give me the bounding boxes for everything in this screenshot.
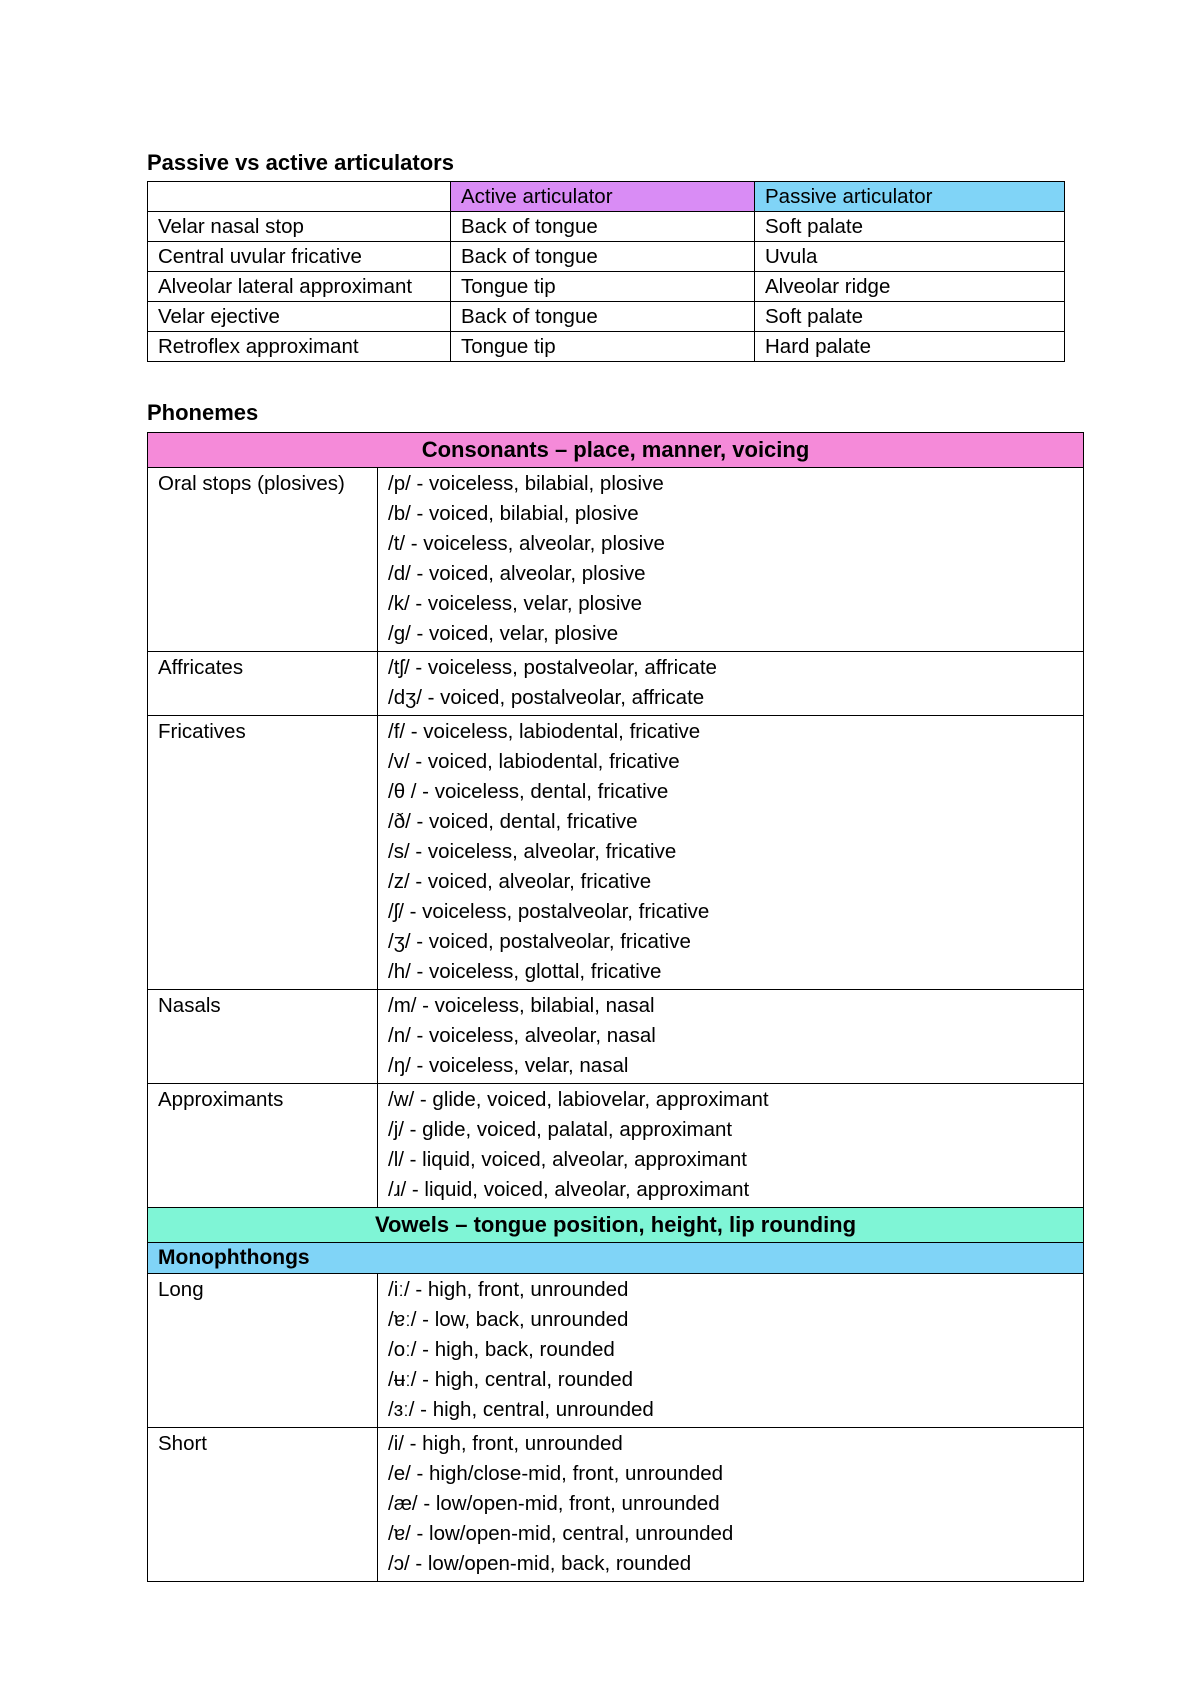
- phoneme-item: /dʒ/ - voiced, postalveolar, affricate: [388, 686, 705, 709]
- passive-cell: Soft palate: [755, 212, 1065, 242]
- active-cell: Tongue tip: [451, 272, 755, 302]
- phonemes-table: [147, 432, 1084, 1582]
- consonants-section-header: Consonants – place, manner, voicing: [148, 433, 1084, 468]
- vowels-body: [148, 1274, 1084, 1582]
- table-row: [148, 990, 1084, 1084]
- phoneme-item: /j/ - glide, voiced, palatal, approximant: [388, 1118, 733, 1141]
- phoneme-item: /h/ - voiceless, glottal, fricative: [388, 960, 662, 983]
- phoneme-item: /ɐ/ - low/open-mid, central, unrounded: [388, 1522, 734, 1545]
- table-row: [148, 1084, 1084, 1208]
- phoneme-item: /v/ - voiced, labiodental, fricative: [388, 750, 680, 773]
- phoneme-list-cell: [378, 1084, 1084, 1208]
- active-cell: Tongue tip: [451, 332, 755, 362]
- phoneme-item: /ɜː/ - high, central, unrounded: [388, 1398, 654, 1421]
- sound-cell: Velar nasal stop: [148, 212, 451, 242]
- passive-cell: Alveolar ridge: [755, 272, 1065, 302]
- active-cell: Back of tongue: [451, 242, 755, 272]
- articulators-table: [147, 181, 1065, 362]
- active-cell: Back of tongue: [451, 212, 755, 242]
- phoneme-list-cell: [378, 1274, 1084, 1428]
- sound-cell: Retroflex approximant: [148, 332, 451, 362]
- phoneme-item: /iː/ - high, front, unrounded: [388, 1278, 629, 1301]
- phoneme-list-cell: [378, 716, 1084, 990]
- phoneme-item: /s/ - voiceless, alveolar, fricative: [388, 840, 677, 863]
- phoneme-item: /z/ - voiced, alveolar, fricative: [388, 870, 652, 893]
- phoneme-item: /f/ - voiceless, labiodental, fricative: [388, 720, 701, 743]
- table-row: [148, 302, 1065, 332]
- phoneme-item: /ɐː/ - low, back, unrounded: [388, 1308, 629, 1331]
- active-cell: Back of tongue: [451, 302, 755, 332]
- sound-cell: Alveolar lateral approximant: [148, 272, 451, 302]
- sound-cell: Central uvular fricative: [148, 242, 451, 272]
- table-row: [148, 716, 1084, 990]
- phoneme-item: /tʃ/ - voiceless, postalveolar, affricate: [388, 656, 717, 679]
- phoneme-item: /d/ - voiced, alveolar, plosive: [388, 562, 646, 585]
- category-cell: Affricates: [148, 652, 378, 716]
- articulators-header-row: [148, 182, 1065, 212]
- category-cell: Short: [148, 1428, 378, 1582]
- phoneme-list-cell: [378, 990, 1084, 1084]
- phoneme-item: /ʃ/ - voiceless, postalveolar, fricative: [388, 900, 710, 923]
- phoneme-item: /t/ - voiceless, alveolar, plosive: [388, 532, 665, 555]
- phoneme-item: /n/ - voiceless, alveolar, nasal: [388, 1024, 656, 1047]
- phonemes-heading: Phonemes: [147, 400, 259, 425]
- table-row: [148, 468, 1084, 652]
- table-row: [148, 1428, 1084, 1582]
- table-row: [148, 242, 1065, 272]
- articulators-heading: Passive vs active articulators: [147, 150, 454, 175]
- sound-cell: Velar ejective: [148, 302, 451, 332]
- category-cell: Oral stops (plosives): [148, 468, 378, 652]
- phoneme-item: /oː/ - high, back, rounded: [388, 1338, 615, 1361]
- header-passive-articulator: Passive articulator: [755, 182, 1065, 212]
- phoneme-item: /θ / - voiceless, dental, fricative: [388, 780, 669, 803]
- category-cell: Fricatives: [148, 716, 378, 990]
- table-row: [148, 652, 1084, 716]
- phoneme-item: /ɔ/ - low/open-mid, back, rounded: [388, 1552, 692, 1575]
- phoneme-list-cell: [378, 468, 1084, 652]
- phoneme-item: /l/ - liquid, voiced, alveolar, approximant: [388, 1148, 747, 1171]
- phoneme-item: /ʒ/ - voiced, postalveolar, fricative: [388, 930, 691, 953]
- table-row: [148, 212, 1065, 242]
- category-cell: Nasals: [148, 990, 378, 1084]
- phoneme-list-cell: [378, 1428, 1084, 1582]
- phoneme-item: /i/ - high, front, unrounded: [388, 1432, 623, 1455]
- consonants-body: [148, 468, 1084, 1208]
- vowels-section-header: Vowels – tongue position, height, lip rounding: [148, 1208, 1084, 1243]
- passive-cell: Soft palate: [755, 302, 1065, 332]
- monophthongs-subheader: Monophthongs: [148, 1243, 1084, 1274]
- phoneme-item: /e/ - high/close-mid, front, unrounded: [388, 1462, 724, 1485]
- passive-cell: Hard palate: [755, 332, 1065, 362]
- phoneme-item: /k/ - voiceless, velar, plosive: [388, 592, 643, 615]
- phoneme-item: /g/ - voiced, velar, plosive: [388, 622, 619, 645]
- phoneme-item: /b/ - voiced, bilabial, plosive: [388, 502, 639, 525]
- phoneme-item: /ð/ - voiced, dental, fricative: [388, 810, 638, 833]
- table-row: [148, 272, 1065, 302]
- phoneme-item: /p/ - voiceless, bilabial, plosive: [388, 472, 664, 495]
- phoneme-item: /ŋ/ - voiceless, velar, nasal: [388, 1054, 629, 1077]
- phoneme-item: /ʉː/ - high, central, rounded: [388, 1368, 634, 1391]
- phoneme-item: /m/ - voiceless, bilabial, nasal: [388, 994, 655, 1017]
- category-cell: Approximants: [148, 1084, 378, 1208]
- category-cell: Long: [148, 1274, 378, 1428]
- phoneme-list-cell: [378, 652, 1084, 716]
- table-row: [148, 1274, 1084, 1428]
- header-active-articulator: Active articulator: [451, 182, 755, 212]
- phoneme-item: /w/ - glide, voiced, labiovelar, approximant: [388, 1088, 769, 1111]
- passive-cell: Uvula: [755, 242, 1065, 272]
- phoneme-item: /ɹ/ - liquid, voiced, alveolar, approximant: [388, 1178, 750, 1201]
- phoneme-item: /æ/ - low/open-mid, front, unrounded: [388, 1492, 720, 1515]
- header-empty-cell: [148, 182, 451, 212]
- table-row: [148, 332, 1065, 362]
